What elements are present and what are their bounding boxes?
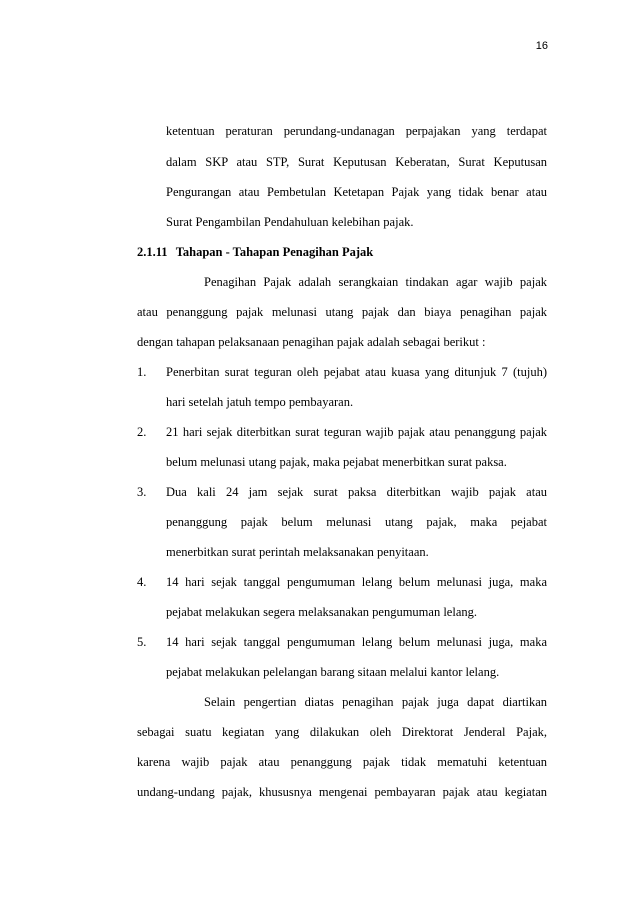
text-line: Penagihan Pajak adalah serangkaian tindakan agar wajib pajak [204, 275, 547, 289]
text-line: dengan tahapan pelaksanaan penagihan pajak adalah sebagai berikut : [137, 335, 486, 349]
text-line: undang-undang pajak, khususnya mengenai pembayaran pajak atau kegiatan [137, 785, 547, 799]
text-line: Surat Pengambilan Pendahuluan kelebihan pajak. [166, 215, 414, 229]
list-number: 1. [137, 365, 147, 379]
list-number: 3. [137, 485, 147, 499]
text-line: Pengurangan atau Pembetulan Ketetapan Pajak yang tidak benar atau [166, 185, 547, 199]
text-line: Selain pengertian diatas penagihan pajak juga dapat diartikan [204, 695, 547, 709]
list-number: 4. [137, 575, 147, 589]
text-line: sebagai suatu kegiatan yang dilakukan oleh Direktorat Jenderal Pajak, [137, 725, 547, 739]
section-number: 2.1.11 [137, 245, 168, 259]
text-line: 14 hari sejak tanggal pengumuman lelang belum melunasi juga, maka [166, 635, 547, 649]
text-line: 21 hari sejak diterbitkan surat teguran wajib pajak atau penanggung pajak [166, 425, 547, 439]
text-line: atau penanggung pajak melunasi utang pajak dan biaya penagihan pajak [137, 305, 547, 319]
list-number: 5. [137, 635, 147, 649]
text-line: dalam SKP atau STP, Surat Keputusan Keberatan, Surat Keputusan [166, 155, 547, 169]
text-line: ketentuan peraturan perundang-undanagan perpajakan yang terdapat [166, 124, 547, 138]
text-line: Dua kali 24 jam sejak surat paksa diterbitkan wajib pajak atau [166, 485, 547, 499]
list-number: 2. [137, 425, 147, 439]
text-line: penanggung pajak belum melunasi utang pajak, maka pejabat [166, 515, 547, 529]
text-line: 14 hari sejak tanggal pengumuman lelang belum melunasi juga, maka [166, 575, 547, 589]
section-heading [137, 246, 373, 259]
text-line: belum melunasi utang pajak, maka pejabat menerbitkan surat paksa. [166, 455, 507, 469]
text-line: hari setelah jatuh tempo pembayaran. [166, 395, 354, 409]
text-line: pejabat melakukan segera melaksanakan pengumuman lelang. [166, 605, 477, 619]
text-line: karena wajib pajak atau penanggung pajak tidak mematuhi ketentuan [137, 755, 547, 769]
text-line: menerbitkan surat perintah melaksanakan penyitaan. [166, 545, 429, 559]
section-title: Tahapan - Tahapan Penagihan Pajak [175, 245, 374, 259]
text-line: Penerbitan surat teguran oleh pejabat atau kuasa yang ditunjuk 7 (tujuh) [166, 365, 547, 379]
page-number: 16 [535, 40, 548, 52]
text-line: pejabat melakukan pelelangan barang sitaan melalui kantor lelang. [166, 665, 500, 679]
